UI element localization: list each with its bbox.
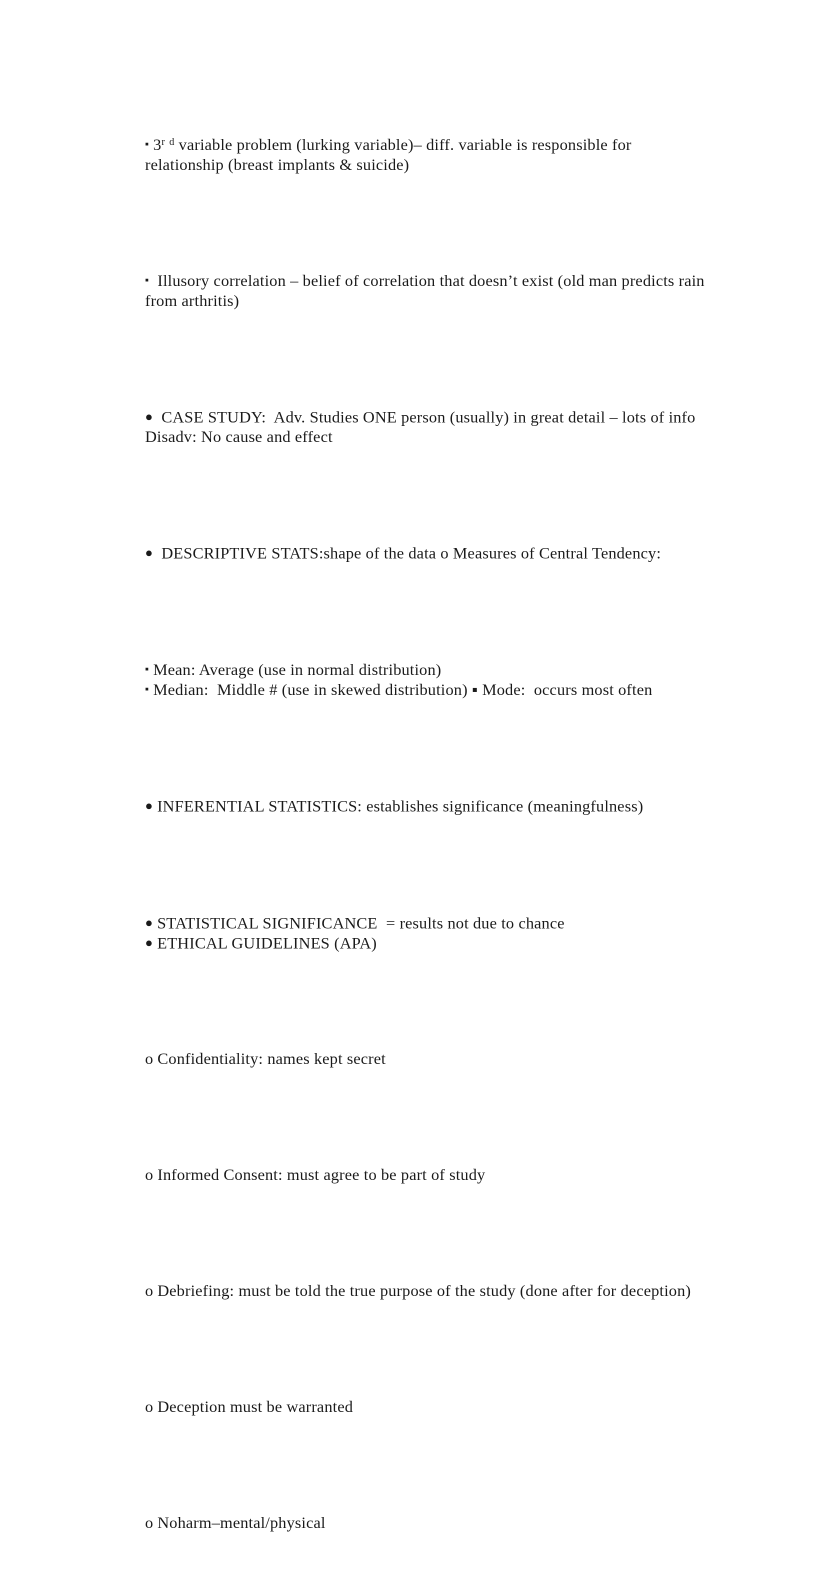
text-line: relationship (breast implants & suicide)	[145, 155, 410, 175]
round-bullet-icon: ●	[145, 409, 153, 425]
letter-o-bullet-icon: o	[145, 1049, 154, 1069]
letter-o-bullet-icon: o	[145, 1397, 154, 1417]
line-text: Median: Middle # (use in skewed distribution) ▪ Mode: occurs most often	[153, 679, 653, 699]
paragraph-deception	[145, 1358, 735, 1456]
document-body	[145, 96, 735, 1572]
round-bullet-icon: ●	[145, 914, 153, 930]
line-text: Noharm–mental/physical	[157, 1513, 326, 1533]
letter-o-bullet-icon: o	[145, 1281, 154, 1301]
line-text: Mean: Average (use in normal distribution)	[153, 659, 442, 679]
text-line: Disadv: No cause and effect	[145, 427, 333, 447]
text-line	[145, 407, 735, 427]
paragraph-third-variable-problem	[145, 96, 735, 214]
text-line	[145, 1513, 735, 1533]
paragraph-mean-median-mode	[145, 621, 735, 740]
text-line	[145, 913, 735, 933]
letter-o-bullet-icon: o	[145, 1165, 154, 1185]
line-text: INFERENTIAL STATISTICS: establishes significance (meaningfulness)	[157, 796, 644, 816]
paragraph-statistical-significance-ethics	[145, 874, 735, 993]
square-bullet-icon: ▪	[145, 274, 149, 287]
line-text-post: variable problem (lurking variable)– diff. variable is responsible for	[174, 135, 632, 155]
line-text: Deception must be warranted	[157, 1397, 354, 1417]
text-line	[145, 1165, 735, 1185]
line-text: Confidentiality: names kept secret	[157, 1049, 386, 1069]
square-bullet-icon: ▪	[145, 138, 149, 151]
paragraph-debriefing	[145, 1242, 735, 1340]
text-line	[145, 660, 735, 680]
paragraph-confidentiality	[145, 1010, 735, 1108]
round-bullet-icon: ●	[145, 934, 153, 950]
paragraph-informed-consent	[145, 1126, 735, 1224]
round-bullet-icon: ●	[145, 545, 153, 561]
line-text: CASE STUDY: Adv. Studies ONE person (usually) in great detail – lots of info	[161, 407, 696, 427]
line-text: Debriefing: must be told the true purpose of the study (done after for deception)	[157, 1281, 691, 1301]
paragraph-case-study	[145, 368, 735, 486]
paragraph-no-harm	[145, 1474, 735, 1572]
line-text-pre: 3	[153, 135, 162, 155]
line-text: DESCRIPTIVE STATS:shape of the data o Measures of Central Tendency:	[161, 543, 662, 563]
line-text: ETHICAL GUIDELINES (APA)	[157, 933, 377, 953]
line-text: Informed Consent: must agree to be part of study	[157, 1165, 486, 1185]
text-line	[145, 680, 735, 700]
ordinal-superscript-d: d	[169, 136, 175, 148]
square-bullet-icon: ▪	[145, 683, 149, 696]
text-line: from arthritis)	[145, 291, 240, 311]
text-line	[145, 1397, 735, 1417]
paragraph-inferential-statistics	[145, 757, 735, 855]
ordinal-superscript-r: r	[161, 136, 165, 148]
text-line	[145, 135, 735, 155]
text-line	[145, 543, 735, 563]
round-bullet-icon: ●	[145, 798, 153, 814]
square-bullet-icon: ▪	[145, 663, 149, 676]
text-line	[145, 271, 735, 291]
paragraph-illusory-correlation	[145, 232, 735, 350]
text-line	[145, 933, 735, 953]
text-line	[145, 796, 735, 816]
letter-o-bullet-icon: o	[145, 1513, 154, 1533]
text-line	[145, 1281, 735, 1301]
text-line	[145, 1049, 735, 1069]
line-text: STATISTICAL SIGNIFICANCE = results not due to chance	[157, 913, 565, 933]
paragraph-descriptive-stats	[145, 504, 735, 602]
line-text: Illusory correlation – belief of correlation that doesn’t exist (old man predicts rain	[157, 271, 705, 291]
